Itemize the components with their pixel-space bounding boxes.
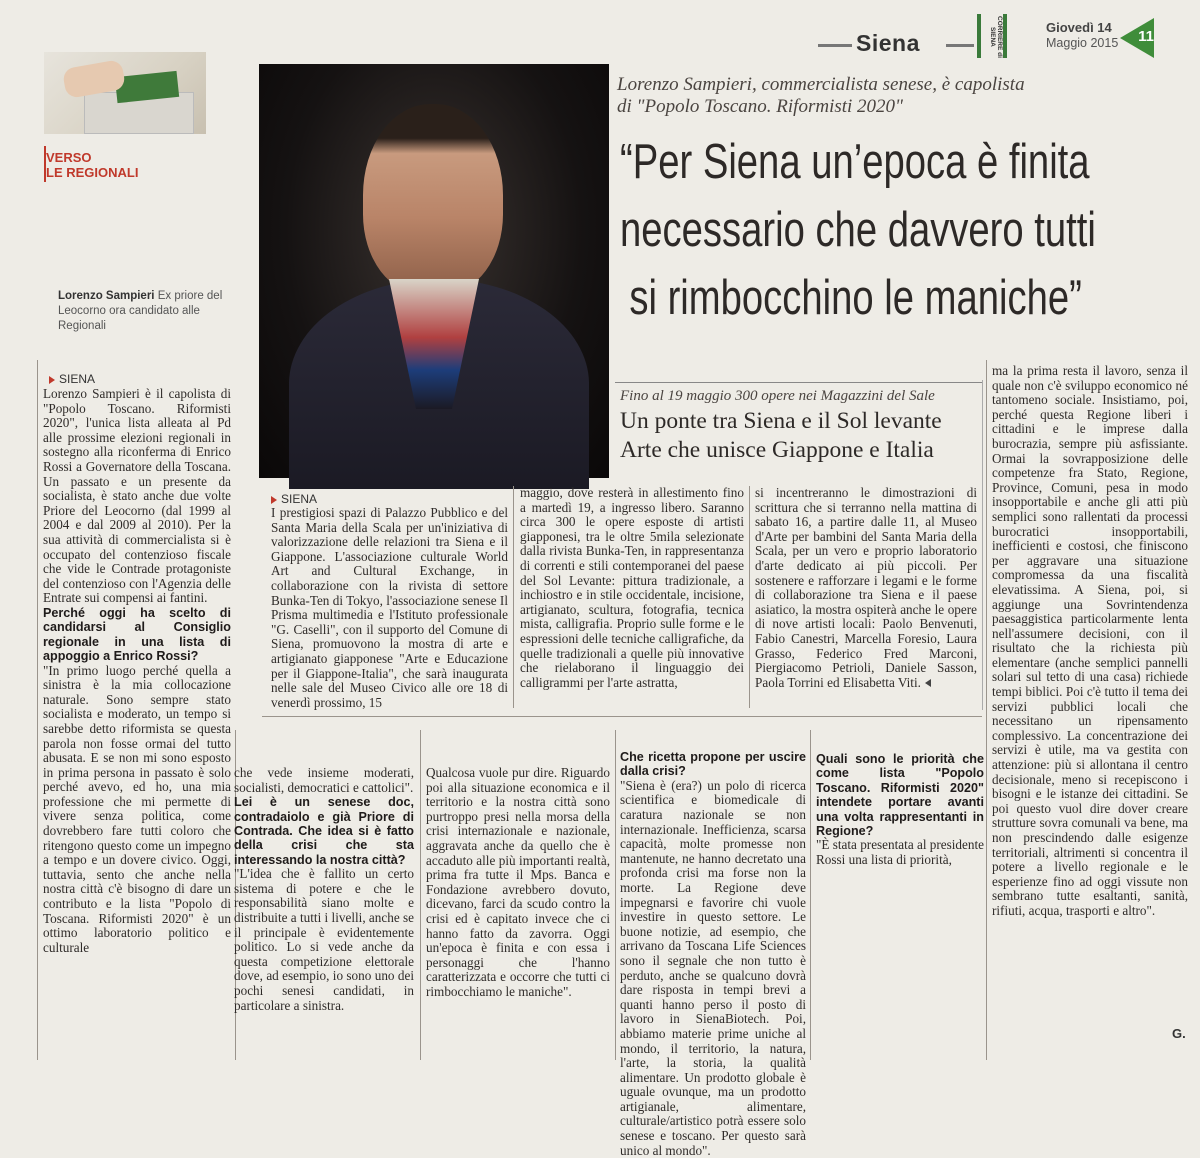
sidebar-col-3-text: si incentreranno le dimostrazioni di scrittura che si terranno nella mattina di sabato 16, a partire dalle 11, al Museo d'Arte per bambini del Santa Maria della Scala, per un vero e proprio laboratorio d'arte dedicato ai più piccoli. Per sostenere e rafforzare i legami e le forme di collaborazione tra Siena e il paese asiatico, la mostra ospiterà anche le opere di nove artisti locali: Paolo Benvenuti, Fabio Canestri, Marcella Foresio, Laura Grasso, Federico Fred Marconi, Piergiacomo Petrioli, Daniele Sasson, Paola Torrini ed Elisabetta Viti. <box>755 485 977 690</box>
answer-2-part-2: Qualcosa vuole pur dire. Riguardo poi alla situazione economica e il territorio e la nostra città sono purtroppo presi nella morsa della crisi internazionale e nazionale, aggravata anche da quello che è accaduto alle più importanti realtà, prima fra tutte il Mps. Banca e Fondazione avrebbero dovuto, dicevano, farci da scudo contro la crisi ed è capitato invece che ci hanno fatto da zavorra. Oggi un'epoca è finita e con essa i personaggi che l'hanno caratterizzata e occorre che tutti ci rimbocchiamo le maniche". <box>426 765 610 999</box>
sidebar-top-rule <box>615 382 983 383</box>
question-2: Lei è un senese doc, contradaiolo e già Priore di Contrada. Che idea si è fatto della crisi che sta interessando la nostra città? <box>234 795 414 867</box>
sidebar-bottom-rule <box>262 716 982 717</box>
interview-dateline: SIENA <box>43 372 231 387</box>
col-divider-5 <box>986 360 987 1060</box>
sidebar-col-1 <box>271 492 508 710</box>
question-3: Che ricetta propone per uscire dalla crisi? <box>620 750 806 779</box>
caption-name: Lorenzo Sampieri <box>58 290 155 302</box>
answer-4-part-2: ma la prima resta il lavoro, senza il quale non c'è sviluppo economico né tantomeno sociale. Insistiamo, poi, perché questa Regione liberi i cittadini e le imprese dalla burocrazia, sempre più asfissiante. Ormai la sovrapposizione delle competenze fra Stato, Regione, Province, Comuni, pesa in modo insopportabile e anche gli atti più semplici sono rallentati da processi burocratici insopportabili, inefficienti e costosi, che finiscono per aggravare una situazione compromessa da una fiscalità elevatissima. A Siena, poi, si aggiunge una Sovrintendenza paesaggistica particolarmente lenta nell'assumere decisioni, con il risultato che la richiesta più elementare (anche semplici pannelli solari sul tetto di una casa) richiede tempi biblici. Poi c'è tutto il tema dei servizi pubblici locali che necessitano un ripensamento complessivo. La concentrazione dei servizi è utile, ma va gestita con attenzione: più si allontana il centro decisionale, meno si recepiscono i bisogni e le istanze dei cittadini. Se poi questo vuol dire dover creare strutture sovra comunali va bene, ma non prescindendo dalle esigenze territoriali, altrimenti si concentra il potere a livello regionale e le esperienze fino ad oggi vissute non sembrano tutte esaltanti, sanità, rifiuti, acqua, trasporti e altro". <box>992 363 1188 918</box>
col-divider-left <box>37 360 38 1060</box>
headline-line-1: “Per Siena un’epoca è finita <box>620 135 1090 189</box>
sidebar-col-2-text: maggio, dove resterà in allestimento fino a martedì 19, a ingresso libero. Saranno circa 300 le opere esposte di artisti giapponesi, tra le oltre 5mila selezionate dalla rivista Bunka-Ten, in rappresentanza di correnti e stili contemporanei del paese del Sol Levante: pittura tradizionale, a inchiostro e in stile occidentale, incisione, artigianato, scultura, fotografia, tecnica mista, calligrafia. Proprio sulle forme e le espressioni delle tecniche calligrafiche, da quelle tradizionali a quelle più innovative che rielaborano il linguaggio dei calligrammi per l'arte astratta, <box>520 485 744 690</box>
col-divider-4 <box>810 730 811 1060</box>
photo-caption <box>58 289 244 334</box>
interview-col-1 <box>43 372 231 955</box>
interview-col-6 <box>992 364 1188 1054</box>
header-rule-left <box>818 44 852 47</box>
portrait-photo <box>259 64 609 478</box>
page-number: 11 <box>1138 28 1154 45</box>
interview-col-5 <box>816 752 984 868</box>
deck-line-1: Lorenzo Sampieri, commercialista senese, è capolista <box>617 74 1025 95</box>
main-headline <box>620 128 1096 332</box>
sidebar-col-1-text: I prestigiosi spazi di Palazzo Pubblico e del Santa Maria della Scala per un'iniziativa di valorizzazione delle relazioni tra Siena e il Giappone. L'associazione culturale World Art and Cultural Exchange, in collaborazione con la rivista di settore Bunka-Ten di Tokyo, l'associazione senese Il Prisma multimedia e l'Istituto professionale "G. Caselli", con il supporto del Comune di Siena, promuovono la mostra di arte e artigianato giapponese "Arte e Educazione per il Giappone-Italia", che sarà inaugurata nelle sale del Museo Civico alle ore 18 di venerdì prossimo, 15 <box>271 505 508 710</box>
sidebar-kicker: Fino al 19 maggio 300 opere nei Magazzini del Sale <box>620 388 935 404</box>
deck <box>617 74 1177 118</box>
interview-col-2 <box>234 766 414 1013</box>
author-signature: G. <box>1172 1026 1186 1041</box>
sidebar-col-3 <box>755 486 977 690</box>
question-4: Quali sono le priorità che come lista "Popolo Toscano. Riformisti 2020" intendete portare avanti una volta rappresentanti in Regione? <box>816 752 984 839</box>
end-marker-icon <box>925 679 931 687</box>
headline-line-2: necessario che davvero tutti <box>620 203 1096 257</box>
col-divider-3 <box>615 730 616 1060</box>
kicker-line-2: LE REGIONALI <box>46 165 139 180</box>
sidebar-divider-1 <box>513 486 514 708</box>
sidebar-dateline: SIENA <box>271 492 508 506</box>
kicker-rule <box>44 146 46 182</box>
sidebar-right-rule <box>982 380 983 710</box>
question-1: Perché oggi ha scelto di candidarsi al Consiglio regionale in una lista di appoggio a Enrico Rossi? <box>43 605 231 664</box>
header-rule-mid <box>946 44 974 47</box>
answer-3: "Siena è (era?) un polo di ricerca scientifica e biomedicale di caratura nazionale se non internazionale. Inefficienza, scarsa capacità, molte promesse non mantenute, ne hanno decretato una profonda crisi ma forse non la morte. La Regione deve impegnarsi e favorire chi vuole investire in questo settore. Le buone notizie, ad esempio, che arrivano da Toscana Life Sciences sono il segnale che non tutto è perduto, anche se qualcuno dovrà dare risposta in tempi brevi a quanti hanno perso il posto di lavoro in SienaBiotech. Poi, abbiamo materie prime uniche al mondo, il territorio, la natura, l'arte, la storia, la qualità alimentare. Un prodotto globale è uguale ovunque, ma un prodotto artigianale, alimentare, culturale/artistico potrà essere solo senese e toscano. Per questo sarà unico al mondo". <box>620 777 806 1158</box>
answer-1-part-2: che vede insieme moderati, socialisti, democratici e cattolici". <box>234 765 414 795</box>
sidebar-title-line-1: Un ponte tra Siena e il Sol levante <box>620 408 942 434</box>
interview-col-4 <box>620 750 806 1158</box>
kicker-photo <box>44 52 206 134</box>
interview-intro: Lorenzo Sampieri è il capolista di "Popolo Toscano. Riformisti 2020", l'unica lista alleata al Pd alle prossime elezioni regionali in sostegno alla riconferma di Enrico Rossi a Governatore della Toscana. Un passato e un presente da socialista, è stato anche due volte Priore del Leocorno (dal 1999 al 2004 e dal 2009 al 2010). Per la sua attività di commercialista si è occupato del contenzioso fiscale che vide le Contrade protagoniste del contenzioso con l'Agenzia delle Entrate sui compensi ai fantini. <box>43 386 231 606</box>
kicker-line-1: VERSO <box>46 150 92 165</box>
dateline-arrow-icon <box>49 376 55 384</box>
issue-day: Giovedì 14 <box>1046 20 1112 35</box>
headline-line-3: si rimbocchino le maniche” <box>629 271 1082 325</box>
sidebar-col-2 <box>520 486 744 690</box>
caption-text: Ex priore del Leocorno ora candidato alle Regionali <box>58 290 223 332</box>
sidebar-divider-2 <box>749 486 750 708</box>
answer-1-part-1: "In primo luogo perché quella a sinistra è la mia collocazione naturale. Sono sempre stato socialista e moderato, un tempo si sarebbe detto riformista se questa parola non fosse ormai del tutto abusata. E se non mi sono esposto in prima persona in passato è solo perché avevo, ed ho, una mia professione che mi permette di vivere senza politica, come dovrebbero fare tutti coloro che ritengono questo come un impegno a tempo e un dovere civico. Oggi, tuttavia, sento che anche nella nostra città c'è bisogno di dare un contributo e la lista "Popolo di Toscana. Riformisti 2020" è un ottimo laboratorio politico e culturale <box>43 662 231 955</box>
portrait-face <box>363 104 503 294</box>
issue-date: Maggio 2015 <box>1046 36 1119 50</box>
dateline-marker-icon <box>271 496 277 504</box>
deck-line-2: di "Popolo Toscano. Riformisti 2020" <box>617 96 904 117</box>
masthead-logo: CORRIERE di SIENA <box>977 14 1007 58</box>
interview-col-3 <box>426 766 610 1000</box>
answer-4-part-1: "È stata presentata al presidente Rossi una lista di priorità, <box>816 837 984 868</box>
sidebar-title-line-2: Arte che unisce Giappone e Italia <box>620 437 934 463</box>
col-divider-2 <box>420 730 421 1060</box>
answer-2-part-1: "L'idea che è fallito un certo sistema di potere e che le responsabilità siano molte e distribuite a tutti i livelli, anche se il principale è evidentemente politico. Lo si vede anche da questa competizione elettorale dove, ad esempio, io sono uno dei pochi senesi candidati, in particolare a sinistra. <box>234 866 414 1013</box>
section-name: Siena <box>856 30 920 56</box>
